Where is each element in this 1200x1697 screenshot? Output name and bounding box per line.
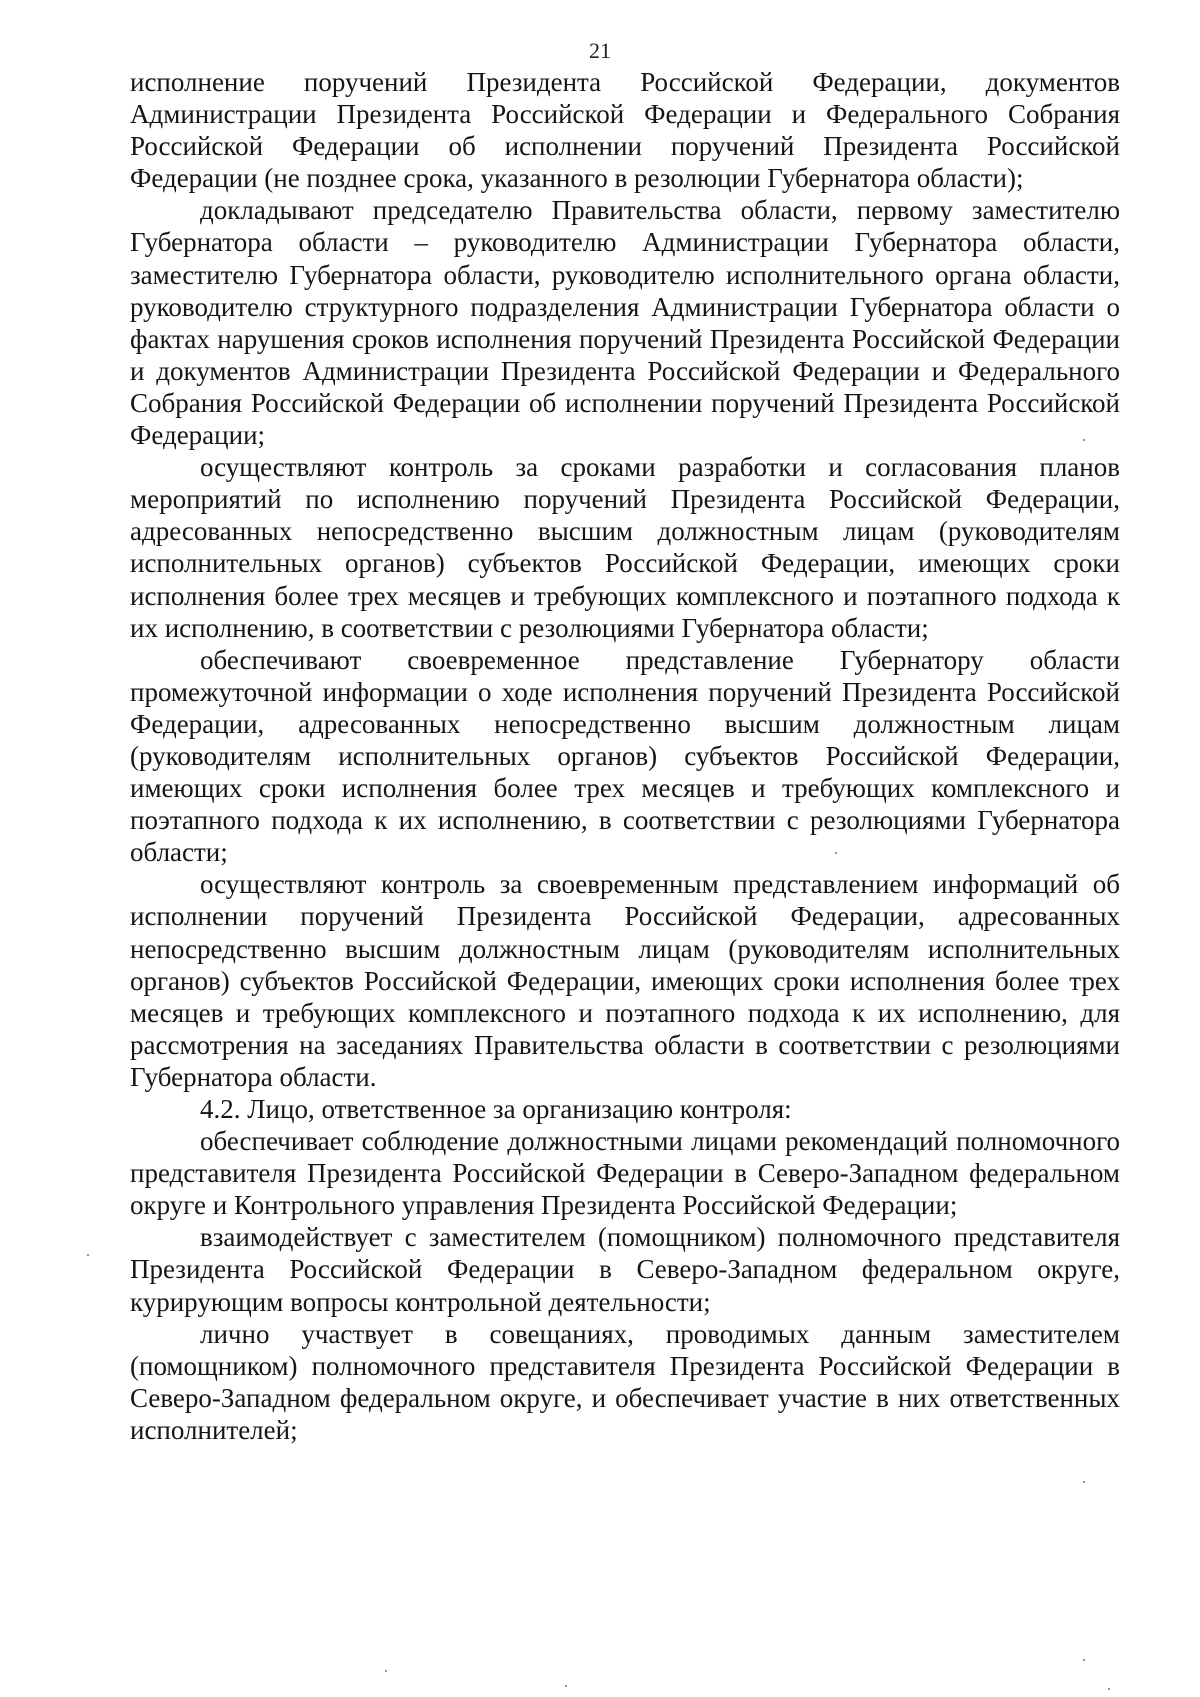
paragraph-meetings: лично участвует в совещаниях, проводимых данным заместителем (помощником) полномочного представителя Президента Российской Федерации в Северо-Западном федеральном округе, и обеспечивает участие в них ответственных исполнителей; — [130, 1318, 1120, 1445]
paragraph-interaction: взаимодействует с заместителем (помощником) полномочного представителя Президента Российской Федерации в Северо-Западном федеральном округе, курирующим вопросы контрольной деятельности; — [130, 1222, 1120, 1317]
paragraph-control-information: осуществляют контроль за своевременным представлением информаций об исполнении поручений Президента Российской Федерации, адресованных непосредственно высшим должностным лицам (руководителям исполнительных органов) субъектов Российской Федерации, имеющих сроки исполнения более трех месяцев и требующих комплексного и поэтапного подхода к их исполнению, для рассмотрения на заседаниях Правительства области в соответствии с резолюциями Губернатора области. — [130, 869, 1120, 1092]
paragraph-continuation: исполнение поручений Президента Российской Федерации, документов Администрации Президента Российской Федерации и Федерального Собрания Российской Федерации об исполнении поручений Президента Российской Федерации (не позднее срока, указанного в резолюции Губернатора области); — [130, 67, 1120, 194]
paragraph-compliance: обеспечивает соблюдение должностными лицами рекомендаций полномочного представителя Президента Российской Федерации в Северо-Западном федеральном округе и Контрольного управления Президента Российской Федерации; — [130, 1126, 1120, 1221]
page-number: 21 — [589, 38, 611, 63]
document-body — [130, 66, 1120, 1446]
paragraph-report-violations: докладывают председателю Правительства области, первому заместителю Губернатора области – руководителю Администрации Губернатора области, заместителю Губернатора области, руководителю исполнительного органа области, руководителю структурного подразделения Администрации Губернатора области о фактах нарушения сроков исполнения поручений Президента Российской Федерации и документов Администрации Президента Российской Федерации и Федерального Собрания Российской Федерации об исполнении поручений Президента Российской Федерации; — [130, 195, 1120, 451]
paragraph-control-plans: осуществляют контроль за сроками разработки и согласования планов мероприятий по исполнению поручений Президента Российской Федерации, адресованных непосредственно высшим должностным лицам (руководителям исполнительных органов) субъектов Российской Федерации, имеющих сроки исполнения более трех месяцев и требующих комплексного и поэтапного подхода к их исполнению, в соответствии с резолюциями Губернатора области; — [130, 452, 1120, 643]
paragraph-interim-information: обеспечивают своевременное представление Губернатору области промежуточной информации о ходе исполнения поручений Президента Российской Федерации, адресованных непосредственно высшим должностным лицам (руководителям исполнительных органов) субъектов Российской Федерации, имеющих сроки исполнения более трех месяцев и требующих комплексного и поэтапного подхода к их исполнению, в соответствии с резолюциями Губернатора области; — [130, 644, 1120, 868]
section-heading-4-2: 4.2. Лицо, ответственное за организацию контроля: — [200, 1094, 792, 1124]
